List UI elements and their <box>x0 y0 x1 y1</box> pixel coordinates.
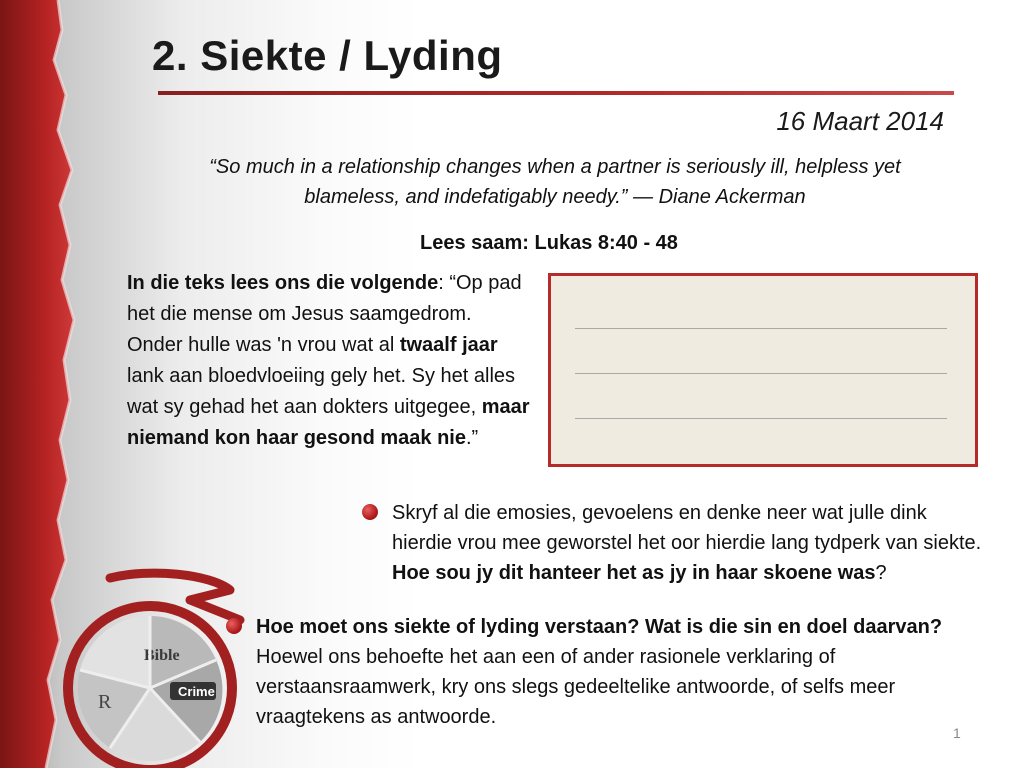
slide-title: 2. Siekte / Lyding <box>152 32 503 79</box>
quote-line-1: “So much in a relationship changes when a partner is seriously ill, helpless yet <box>209 156 901 178</box>
summary-bold-1: twaalf jaar <box>399 334 498 356</box>
notes-box <box>548 273 978 467</box>
bullet-item-emotions <box>362 498 992 588</box>
bullet-item-understanding <box>226 612 956 732</box>
bullet2-text: Hoewel ons behoefte het aan een of ander rasionele verklaring of verstaansraamwerk, kry ons slegs gedeeltelike antwoorde, of selfs meer vraagtekens as antwoorde. <box>256 646 896 728</box>
bullet-text <box>392 498 992 588</box>
bullet1-bold: Hoe sou jy dit hanteer het as jy in haar skoene was <box>392 562 876 584</box>
bullet1-end: ? <box>875 562 887 584</box>
summary-part-2: lank aan bloedvloeiing gely het. Sy het alles wat sy gehad het aan dokters uitgegee, <box>127 365 516 418</box>
scripture-reading: Lees saam: Lukas 8:40 - 48 <box>420 232 678 254</box>
emblem-word-crime: Crime <box>178 684 215 699</box>
emblem-word-bible: Bible <box>144 647 180 664</box>
bullet-text <box>256 612 956 732</box>
bullet-icon <box>362 504 378 520</box>
emblem-word-rx: R <box>98 691 112 713</box>
notes-line <box>575 328 947 329</box>
bullet2-bold: Hoe moet ons siekte of lyding verstaan? Wat is die sin en doel daarvan? <box>256 616 943 638</box>
title-underline <box>158 91 954 95</box>
page-number: 1 <box>953 725 961 741</box>
quote-line-2: blameless, and indefatigably needy.” — Diane Ackerman <box>304 186 806 208</box>
slide-date: 16 Maart 2014 <box>776 106 944 136</box>
bullet-icon <box>226 618 242 634</box>
summary-bold-2: maar niemand kon haar gesond maak nie <box>127 396 530 449</box>
notes-line <box>575 373 947 374</box>
scripture-summary <box>127 268 532 454</box>
summary-intro: In die teks lees ons die volgende <box>127 272 439 294</box>
bullet1-text: Skryf al die emosies, gevoelens en denke neer wat julle dink hierdie vrou mee geworstel het oor hierdie lang tydperk van siekte. <box>392 502 982 554</box>
notes-line <box>575 418 947 419</box>
summary-part-3: .” <box>465 427 479 449</box>
summary-part-1: : “Op pad het die mense om Jesus saamgedrom. Onder hulle was 'n vrou wat al <box>127 272 522 356</box>
quote <box>190 152 920 212</box>
